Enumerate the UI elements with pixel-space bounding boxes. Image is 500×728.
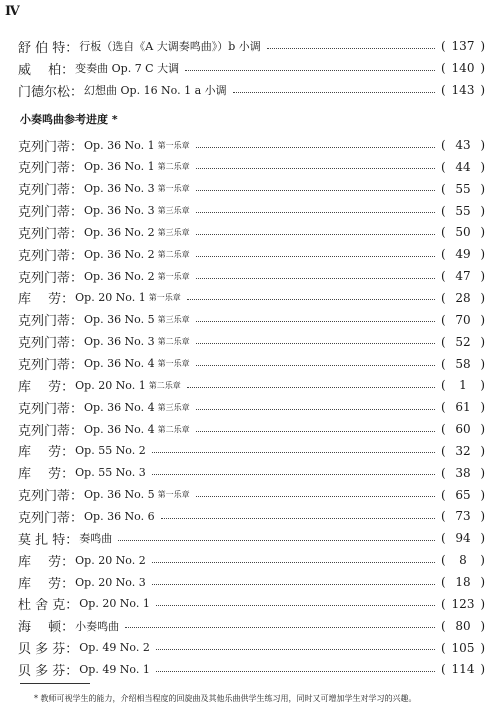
toc-entry (18, 528, 485, 548)
dot-leader (267, 48, 435, 49)
dot-leader (196, 343, 435, 344)
page-ref: ( 60 ) (441, 422, 485, 437)
page-number-ref: 70 (455, 312, 471, 327)
page-ref: ( 73 ) (441, 509, 485, 524)
movement-label: 第三乐章 (157, 402, 190, 412)
dot-leader (185, 70, 435, 71)
work-title: 幻想曲 Op. 16 No. 1 a 小调 (84, 84, 227, 97)
composer-name: 威 柏： (18, 62, 75, 78)
page-ref: ( 65 ) (441, 487, 485, 502)
dot-leader (152, 452, 435, 453)
work-title: Op. 20 No. 1 (75, 291, 146, 305)
toc-entry (18, 288, 485, 308)
toc-entry (18, 550, 485, 570)
toc-entry (18, 332, 485, 352)
work-title: Op. 20 No. 1 (79, 597, 150, 611)
page-number-ref: 60 (455, 422, 471, 437)
work-title: Op. 36 No. 6 (84, 509, 155, 523)
composer-name: 杜 舍 克： (18, 598, 79, 614)
composer-name: 克列门蒂： (18, 270, 84, 286)
movement-label: 第一乐章 (157, 140, 190, 150)
toc-entry (18, 58, 485, 78)
work-title: 变奏曲 Op. 7 C 大调 (75, 62, 180, 75)
page-ref: ( 28 ) (441, 290, 485, 305)
composer-name: 克列门蒂： (18, 248, 84, 264)
movement-label: 第一乐章 (157, 184, 190, 194)
dot-leader (196, 256, 435, 257)
dot-leader (118, 540, 435, 541)
page-ref: ( 55 ) (441, 203, 485, 218)
page-number-ref: 50 (455, 225, 471, 240)
composer-name: 库 劳： (18, 379, 75, 395)
page-ref: ( 49 ) (441, 247, 485, 262)
composer-name: 克列门蒂： (18, 336, 84, 352)
work-title: Op. 49 No. 2 (79, 641, 150, 655)
composer-name: 克列门蒂： (18, 205, 84, 221)
page-ref: ( 1 ) (441, 378, 485, 393)
dot-leader (152, 584, 435, 585)
toc-entry (18, 463, 485, 483)
movement-label: 第二乐章 (157, 424, 190, 434)
composer-name: 克列门蒂： (18, 489, 84, 505)
dot-leader (156, 649, 435, 650)
composer-name: 克列门蒂： (18, 510, 84, 526)
composer-name: 贝 多 芬： (18, 663, 79, 679)
dot-leader (233, 92, 435, 93)
page-number-ref: 52 (455, 334, 471, 349)
page-number-ref: 28 (455, 290, 471, 305)
dot-leader (125, 627, 435, 628)
page-ref: ( 80 ) (441, 618, 485, 633)
page-number-ref: 123 (451, 596, 475, 611)
page-ref: ( 32 ) (441, 443, 485, 458)
page-number-ref: 32 (455, 443, 471, 458)
footnote: * 教师可视学生的能力，介绍相当程度的回旋曲及其他乐曲供学生练习用，同时又可增加学生对学习的兴趣。 (34, 694, 417, 703)
composer-name: 库 劳： (18, 292, 75, 308)
composer-name: 贝 多 芬： (18, 642, 79, 658)
page-number-ref: 105 (451, 640, 475, 655)
composer-name: 克列门蒂： (18, 401, 84, 417)
work-title: Op. 36 No. 4 (84, 357, 155, 370)
page-number-ref: 43 (455, 138, 471, 152)
work-title: Op. 36 No. 1 (84, 160, 155, 174)
work-title: Op. 55 No. 3 (75, 466, 146, 480)
page-number-ref: 114 (451, 662, 475, 677)
toc-entry (18, 222, 485, 242)
composer-name: 克列门蒂： (18, 183, 84, 199)
composer-name: 海 顿： (18, 620, 75, 636)
work-title: Op. 36 No. 2 (84, 269, 155, 283)
dot-leader (161, 518, 435, 519)
page-number: Ⅳ (5, 4, 20, 19)
dot-leader (187, 387, 435, 388)
page-number-ref: 38 (455, 465, 471, 480)
work-title: Op. 36 No. 1 (84, 138, 155, 152)
page-ref: ( 18 ) (441, 575, 485, 589)
toc-entry (18, 135, 485, 155)
toc-entry (18, 266, 485, 286)
dot-leader (156, 605, 435, 606)
composer-name: 莫 扎 特： (18, 532, 79, 548)
toc-entry (18, 616, 485, 636)
work-title: Op. 20 No. 1 (75, 378, 146, 392)
toc-entry (18, 506, 485, 526)
work-title: 行板（选自《A 大调奏鸣曲》）b 小调 (79, 40, 261, 53)
page-number-ref: 1 (459, 378, 467, 393)
work-title: Op. 49 No. 1 (79, 662, 150, 676)
page-ref: ( 38 ) (441, 465, 485, 480)
page-ref: ( 52 ) (441, 334, 485, 349)
toc-entry (18, 354, 485, 374)
page-ref: ( 143 ) (441, 83, 485, 97)
dot-leader (156, 671, 435, 672)
movement-label: 第三乐章 (157, 206, 190, 216)
toc-entry (18, 572, 485, 592)
work-title: Op. 36 No. 4 (84, 422, 155, 436)
movement-label: 第一乐章 (157, 359, 190, 368)
composer-name: 库 劳： (18, 467, 75, 483)
page-ref: ( 70 ) (441, 312, 485, 327)
page-number-ref: 65 (455, 487, 471, 502)
composer-name: 库 劳： (18, 576, 75, 592)
page-number-ref: 8 (459, 553, 467, 568)
page-ref: ( 105 ) (441, 640, 485, 655)
dot-leader (187, 299, 435, 300)
movement-label: 第三乐章 (157, 315, 190, 325)
dot-leader (196, 234, 435, 235)
work-title: Op. 55 No. 2 (75, 444, 146, 458)
composer-name: 克列门蒂： (18, 358, 84, 373)
composer-name: 克列门蒂： (18, 139, 84, 155)
page-number-ref: 47 (455, 269, 471, 284)
page-number-ref: 73 (455, 509, 471, 524)
page-number-ref: 80 (455, 618, 471, 633)
dot-leader (152, 562, 435, 563)
composer-name: 舒 伯 特： (18, 40, 79, 56)
page-number-ref: 55 (455, 181, 471, 196)
work-title: Op. 36 No. 3 (84, 182, 155, 196)
dot-leader (196, 409, 435, 410)
toc-entry (18, 179, 485, 199)
work-title: Op. 36 No. 5 (84, 313, 155, 327)
page-ref: ( 43 ) (441, 138, 485, 152)
toc-entry (18, 638, 485, 658)
work-title: Op. 36 No. 2 (84, 247, 155, 261)
composer-name: 库 劳： (18, 445, 75, 461)
toc-entry (18, 36, 485, 56)
toc-entry (18, 375, 485, 395)
page-number-ref: 49 (455, 247, 471, 262)
movement-label: 第一乐章 (148, 293, 181, 303)
page-number-ref: 18 (455, 575, 471, 589)
work-title: Op. 36 No. 4 (84, 400, 155, 414)
toc-entry (18, 441, 485, 461)
work-title: 小奏鸣曲 (75, 619, 120, 633)
page-ref: ( 44 ) (441, 159, 485, 174)
toc-entry (18, 485, 485, 505)
dot-leader (196, 321, 435, 322)
work-title: Op. 36 No. 3 (84, 335, 155, 349)
page-number-ref: 55 (455, 203, 471, 218)
composer-name: 库 劳： (18, 554, 75, 570)
toc-entry (18, 419, 485, 439)
work-title: Op. 20 No. 3 (75, 575, 146, 589)
movement-label: 第二乐章 (157, 249, 190, 259)
dot-leader (196, 168, 435, 169)
page-ref: ( 123 ) (441, 596, 485, 611)
page-ref: ( 114 ) (441, 662, 485, 677)
page-number-ref: 44 (455, 159, 471, 174)
page-ref: ( 55 ) (441, 181, 485, 196)
page-ref: ( 8 ) (441, 553, 485, 568)
footnote-divider (20, 683, 90, 684)
page-ref: ( 94 ) (441, 531, 485, 546)
toc-entry (18, 397, 485, 417)
work-title: Op. 36 No. 2 (84, 225, 155, 239)
section-title: 小奏鸣曲参考进度 * (20, 113, 118, 126)
movement-label: 第一乐章 (157, 271, 190, 281)
movement-label: 第二乐章 (157, 337, 190, 347)
movement-label: 第二乐章 (157, 162, 190, 172)
page-ref: ( 58 ) (441, 356, 485, 371)
page-ref: ( 137 ) (441, 39, 485, 53)
page-number-ref: 94 (455, 531, 471, 546)
toc-entry (18, 659, 485, 679)
dot-leader (196, 365, 435, 366)
work-title: Op. 36 No. 3 (84, 204, 155, 218)
page-ref: ( 61 ) (441, 400, 485, 415)
movement-label: 第二乐章 (148, 380, 181, 390)
composer-name: 克列门蒂： (18, 423, 84, 439)
toc-entry (18, 310, 485, 330)
page-ref: ( 47 ) (441, 269, 485, 284)
composer-name: 克列门蒂： (18, 226, 84, 242)
toc-entry (18, 80, 485, 100)
movement-label: 第一乐章 (157, 490, 190, 500)
dot-leader (196, 147, 435, 148)
page-number-ref: 58 (455, 356, 471, 371)
toc-entry (18, 244, 485, 264)
work-title: Op. 20 No. 2 (75, 553, 146, 567)
toc-entry (18, 157, 485, 177)
page-number-ref: 143 (451, 83, 475, 97)
composer-name: 门德尔松： (18, 84, 84, 100)
page-number-ref: 140 (451, 61, 475, 75)
movement-label: 第三乐章 (157, 227, 190, 237)
dot-leader (196, 190, 435, 191)
dot-leader (152, 474, 435, 475)
page-ref: ( 50 ) (441, 225, 485, 240)
composer-name: 克列门蒂： (18, 314, 84, 330)
page-number-ref: 61 (455, 400, 471, 415)
page-ref: ( 140 ) (441, 61, 485, 75)
toc-entry (18, 594, 485, 614)
dot-leader (196, 496, 435, 497)
page-number-ref: 137 (451, 39, 475, 53)
toc-entry (18, 201, 485, 221)
work-title: 奏鸣曲 (79, 532, 113, 546)
work-title: Op. 36 No. 5 (84, 488, 155, 502)
dot-leader (196, 278, 435, 279)
composer-name: 克列门蒂： (18, 161, 84, 177)
dot-leader (196, 431, 435, 432)
dot-leader (196, 212, 435, 213)
